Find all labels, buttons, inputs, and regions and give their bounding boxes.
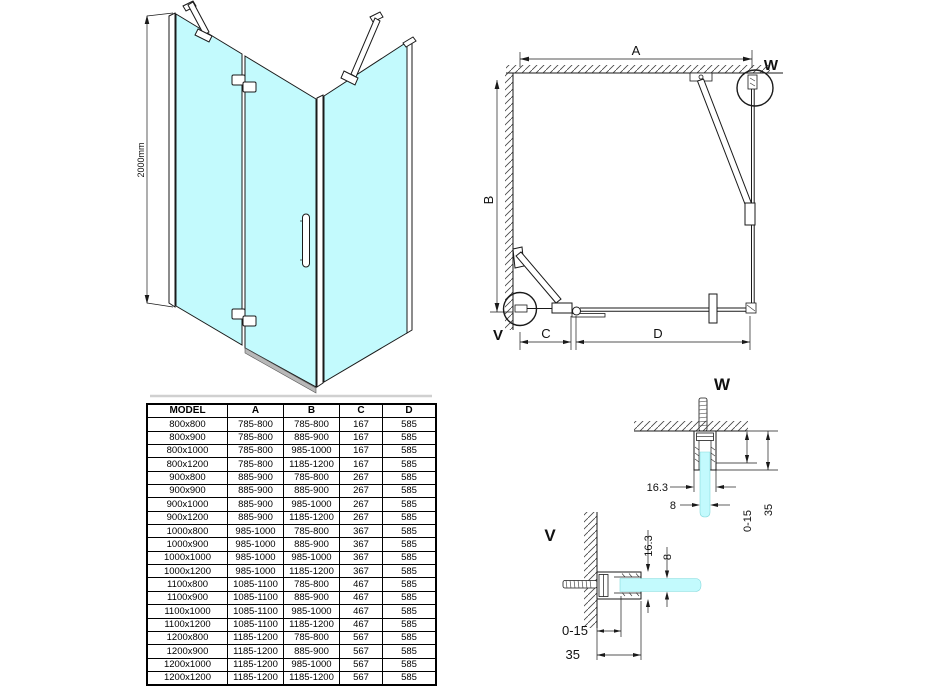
dim-v-163-label: 16.3	[643, 535, 655, 557]
dim-w-8-label: 8	[669, 500, 676, 512]
table-cell: 785-800	[228, 445, 284, 458]
table-row	[147, 578, 436, 591]
dimension-a	[520, 43, 752, 68]
table-cell: 585	[383, 631, 437, 644]
table-row	[147, 418, 436, 431]
table-row	[147, 591, 436, 604]
table-cell: 567	[340, 671, 383, 685]
detail-v-drawing	[520, 495, 725, 675]
table-row	[147, 631, 436, 644]
table-cell: 467	[340, 578, 383, 591]
column-header: MODEL	[147, 404, 228, 418]
table-cell: 367	[340, 538, 383, 551]
table-cell: 785-800	[284, 471, 340, 484]
detail-v-title: V	[544, 526, 556, 545]
table-cell: 800x800	[147, 418, 228, 431]
table-cell: 900x900	[147, 485, 228, 498]
table-cell: 900x800	[147, 471, 228, 484]
table-cell: 1000x1000	[147, 551, 228, 564]
table-cell: 1085-1100	[228, 578, 284, 591]
table-row	[147, 498, 436, 511]
table-cell: 267	[340, 485, 383, 498]
table-cell: 1085-1100	[228, 605, 284, 618]
table-cell: 585	[383, 458, 437, 471]
table-row	[147, 605, 436, 618]
table-cell: 885-900	[284, 591, 340, 604]
table-cell: 1085-1100	[228, 618, 284, 631]
table-row	[147, 645, 436, 658]
table-cell: 885-900	[228, 498, 284, 511]
table-cell: 367	[340, 525, 383, 538]
table-cell: 1185-1200	[228, 658, 284, 671]
table-cell: 585	[383, 605, 437, 618]
table-cell: 800x1200	[147, 458, 228, 471]
isometric-view	[105, 0, 440, 402]
size-table	[146, 403, 437, 686]
plan-door-glass	[515, 294, 750, 323]
table-cell: 585	[383, 471, 437, 484]
table-cell: 785-800	[228, 418, 284, 431]
table-cell: 1100x800	[147, 578, 228, 591]
plan-door-handle	[709, 294, 717, 323]
plan-brace-bottom-left	[513, 247, 561, 303]
table-cell: 167	[340, 431, 383, 444]
table-row	[147, 525, 436, 538]
dim-v-015-label: 0-15	[561, 623, 588, 638]
table-cell: 467	[340, 605, 383, 618]
glass-section-v	[620, 579, 701, 592]
table-cell: 885-900	[228, 511, 284, 524]
table-cell: 567	[340, 658, 383, 671]
table-cell: 1185-1200	[228, 631, 284, 644]
table-cell: 267	[340, 511, 383, 524]
return-side-panel-glass	[324, 42, 407, 382]
table-row	[147, 511, 436, 524]
detail-w-callout	[737, 57, 779, 106]
table-row	[147, 618, 436, 631]
table-cell: 1200x800	[147, 631, 228, 644]
dimension-w-163	[647, 470, 736, 494]
dim-c-label: C	[541, 326, 551, 341]
table-row	[147, 671, 436, 685]
table-cell: 585	[383, 538, 437, 551]
table-cell: 585	[383, 431, 437, 444]
table-cell: 985-1000	[284, 551, 340, 564]
size-table-body	[147, 418, 436, 685]
dim-w-015-label: 0-15	[742, 509, 754, 533]
dim-a-label: A	[631, 43, 641, 58]
table-cell: 885-900	[284, 485, 340, 498]
dim-d-label: D	[653, 326, 663, 341]
table-cell: 1200x900	[147, 645, 228, 658]
table-cell: 885-900	[228, 485, 284, 498]
table-cell: 985-1000	[228, 551, 284, 564]
table-cell: 585	[383, 618, 437, 631]
table-cell: 1185-1200	[284, 671, 340, 685]
table-row	[147, 538, 436, 551]
dim-v-8-label: 8	[662, 553, 674, 561]
table-cell: 367	[340, 551, 383, 564]
table-cell: 167	[340, 445, 383, 458]
table-cell: 467	[340, 618, 383, 631]
table-row	[147, 565, 436, 578]
fixed-side-panel-glass	[176, 14, 242, 345]
height-dim-label: 2000mm	[136, 142, 146, 178]
column-header: C	[340, 404, 383, 418]
table-cell: 985-1000	[284, 445, 340, 458]
table-cell: 585	[383, 511, 437, 524]
dim-b-label: B	[481, 195, 496, 205]
table-cell: 985-1000	[228, 565, 284, 578]
table-cell: 800x1000	[147, 445, 228, 458]
dim-v-35-label: 35	[565, 647, 580, 662]
table-row	[147, 471, 436, 484]
dimension-d	[576, 316, 750, 350]
table-cell: 1000x800	[147, 525, 228, 538]
table-cell: 885-900	[284, 538, 340, 551]
table-cell: 1185-1200	[284, 511, 340, 524]
corner-post	[317, 95, 323, 387]
table-cell: 1100x1200	[147, 618, 228, 631]
table-cell: 785-800	[228, 431, 284, 444]
table-cell: 785-800	[284, 631, 340, 644]
table-cell: 1185-1200	[284, 458, 340, 471]
table-cell: 585	[383, 498, 437, 511]
dim-w-163-label: 16.3	[646, 482, 668, 494]
table-cell: 267	[340, 498, 383, 511]
table-cell: 885-900	[284, 431, 340, 444]
table-cell: 1100x900	[147, 591, 228, 604]
plan-view	[480, 30, 825, 360]
table-cell: 785-800	[284, 525, 340, 538]
table-cell: 785-800	[284, 418, 340, 431]
dim-w-35-label: 35	[763, 503, 775, 517]
table-cell: 585	[383, 445, 437, 458]
table-cell: 885-900	[228, 471, 284, 484]
table-cell: 585	[383, 525, 437, 538]
column-header: B	[284, 404, 340, 418]
table-cell: 900x1000	[147, 498, 228, 511]
table-cell: 567	[340, 631, 383, 644]
table-cell: 567	[340, 645, 383, 658]
table-cell: 585	[383, 671, 437, 685]
table-cell: 900x1200	[147, 511, 228, 524]
table-cell: 585	[383, 658, 437, 671]
table-cell: 367	[340, 565, 383, 578]
table-cell: 585	[383, 591, 437, 604]
dimension-v-163	[643, 530, 655, 613]
table-row	[147, 658, 436, 671]
detail-w-callout-label: W	[763, 57, 779, 74]
table-cell: 1100x1000	[147, 605, 228, 618]
table-cell: 585	[383, 551, 437, 564]
detail-w-title: W	[713, 375, 731, 394]
table-cell: 1200x1000	[147, 658, 228, 671]
table-cell: 985-1000	[228, 538, 284, 551]
table-cell: 1185-1200	[228, 671, 284, 685]
table-cell: 985-1000	[228, 525, 284, 538]
table-cell: 1185-1200	[284, 618, 340, 631]
table-cell: 985-1000	[284, 658, 340, 671]
table-cell: 167	[340, 458, 383, 471]
table-cell: 1085-1100	[228, 591, 284, 604]
wall	[584, 512, 597, 628]
detail-v-callout-label: V	[492, 327, 504, 344]
table-cell: 467	[340, 591, 383, 604]
table-cell: 585	[383, 645, 437, 658]
plan-brace-top-right	[690, 73, 755, 225]
wall-profile-left	[169, 13, 175, 307]
table-cell: 585	[383, 565, 437, 578]
table-cell: 1200x1200	[147, 671, 228, 685]
table-cell: 800x900	[147, 431, 228, 444]
table-cell: 1000x900	[147, 538, 228, 551]
table-cell: 167	[340, 418, 383, 431]
wall-screw-icon	[563, 581, 597, 589]
table-cell: 785-800	[284, 578, 340, 591]
ceiling	[634, 421, 748, 431]
table-cell: 585	[383, 418, 437, 431]
table-row	[147, 458, 436, 471]
table-cell: 1185-1200	[284, 565, 340, 578]
height-dimension	[136, 13, 173, 307]
dimension-c	[520, 316, 571, 350]
table-row	[147, 445, 436, 458]
table-row	[147, 485, 436, 498]
detail-v-callout	[493, 293, 537, 345]
table-row	[147, 431, 436, 444]
table-row	[147, 551, 436, 564]
table-cell: 585	[383, 485, 437, 498]
table-cell: 785-800	[228, 458, 284, 471]
size-table-header	[147, 404, 436, 418]
table-cell: 267	[340, 471, 383, 484]
table-cell: 985-1000	[284, 498, 340, 511]
table-cell: 585	[383, 578, 437, 591]
table-cell: 1000x1200	[147, 565, 228, 578]
column-header: D	[383, 404, 437, 418]
table-cell: 1185-1200	[228, 645, 284, 658]
dimension-v-8	[662, 547, 674, 607]
table-cell: 885-900	[284, 645, 340, 658]
table-cell: 985-1000	[284, 605, 340, 618]
column-header: A	[228, 404, 284, 418]
